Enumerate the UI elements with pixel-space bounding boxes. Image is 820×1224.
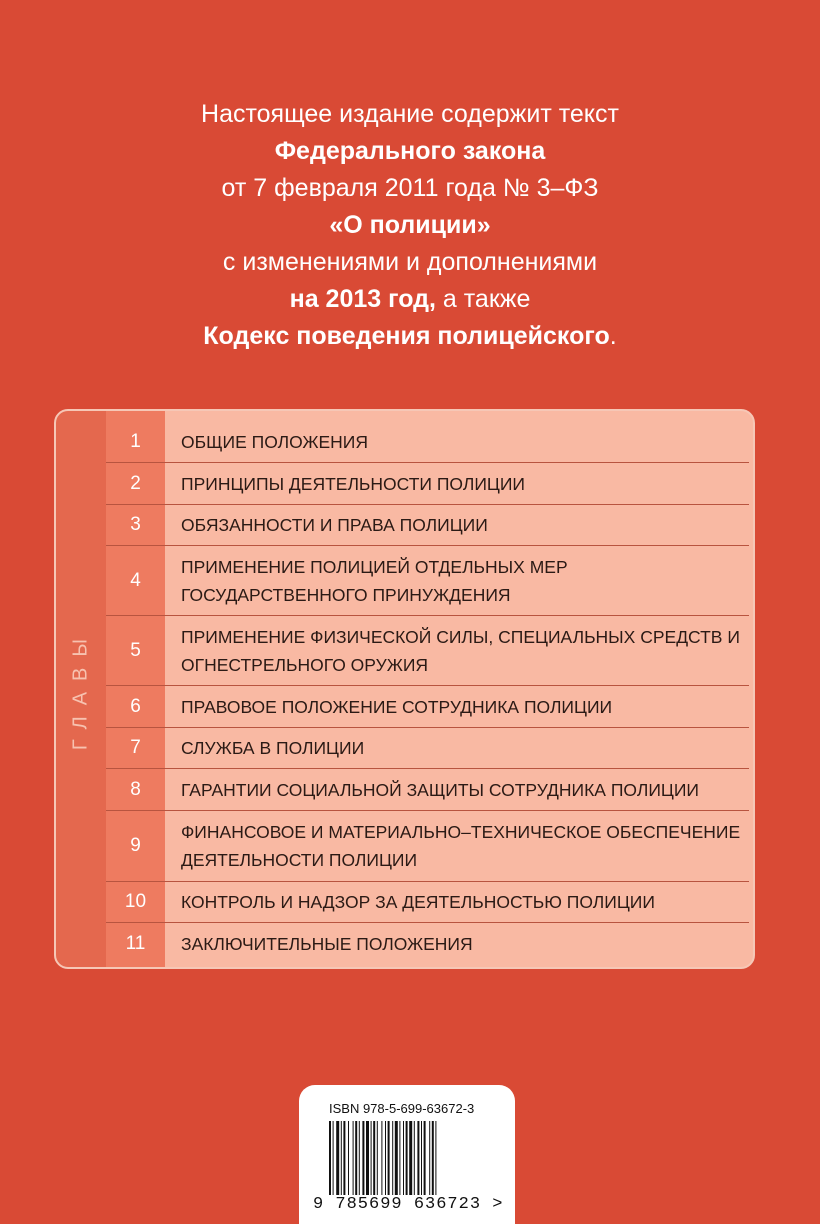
chapter-title: ЗАКЛЮЧИТЕЛЬНЫЕ ПОЛОЖЕНИЯ [181, 933, 473, 954]
barcode-bar [409, 1121, 412, 1195]
chapter-number: 2 [130, 472, 141, 494]
barcode-bar [399, 1121, 400, 1195]
barcode-bar [377, 1121, 378, 1195]
barcode-bar [435, 1121, 436, 1195]
barcode-bar [343, 1121, 345, 1195]
chapter-number: 1 [130, 430, 141, 452]
chapter-number: 3 [130, 514, 141, 535]
chapter-number: 7 [130, 737, 141, 758]
intro-line: Настоящее издание содержит текст [201, 100, 619, 128]
chapter-row [106, 728, 749, 769]
chapter-title: ПРИМЕНЕНИЕ ФИЗИЧЕСКОЙ СИЛЫ, СПЕЦИАЛЬНЫХ СРЕДСТВ И ОГНЕСТРЕЛЬНОГО ОРУЖИЯ [181, 626, 740, 675]
barcode-bar [353, 1121, 354, 1195]
isbn-panel [299, 1085, 515, 1224]
chapters-label: ГЛАВЫ [69, 627, 92, 751]
chapter-title: ГАРАНТИИ СОЦИАЛЬНОЙ ЗАЩИТЫ СОТРУДНИКА ПОЛИЦИИ [181, 779, 700, 800]
intro-date: от 7 февраля 2011 года № 3–ФЗ [221, 174, 599, 202]
chapter-row [106, 686, 749, 728]
barcode-bar [371, 1121, 372, 1195]
chapter-row [106, 463, 749, 505]
chapter-title: ФИНАНСОВОЕ И МАТЕРИАЛЬНО–ТЕХНИЧЕСКОЕ ОБЕСПЕЧЕНИЕ ДЕЯТЕЛЬНОСТИ ПОЛИЦИИ [181, 822, 741, 870]
chapter-title: КОНТРОЛЬ И НАДЗОР ЗА ДЕЯТЕЛЬНОСТЬЮ ПОЛИЦИИ [181, 892, 655, 912]
chapter-number: 10 [124, 891, 147, 912]
barcode-bar [388, 1121, 390, 1195]
barcode-bar [414, 1121, 415, 1195]
chapter-number: 5 [130, 639, 141, 661]
barcode-bar [348, 1121, 349, 1195]
chapter-row [106, 421, 749, 463]
chapter-title: ПРИНЦИПЫ ДЕЯТЕЛЬНОСТИ ПОЛИЦИИ [181, 473, 526, 494]
barcode-bar [362, 1121, 364, 1195]
chapter-title: ОБЯЗАННОСТИ И ПРАВА ПОЛИЦИИ [181, 515, 488, 535]
chapter-number: 6 [130, 695, 141, 717]
chapter-row [106, 505, 749, 546]
barcode [329, 1121, 497, 1195]
barcode-bar [366, 1121, 369, 1195]
barcode-bar [385, 1121, 386, 1195]
chapter-row [106, 616, 749, 686]
chapter-row [106, 811, 749, 882]
chapters-table [54, 409, 755, 969]
chapter-row [106, 923, 749, 964]
barcode-bar [329, 1121, 331, 1195]
chapter-number: 8 [130, 778, 141, 800]
chapter-title: ПРАВОВОЕ ПОЛОЖЕНИЕ СОТРУДНИКА ПОЛИЦИИ [181, 696, 613, 717]
chapter-number: 4 [130, 569, 141, 591]
barcode-bar [403, 1121, 404, 1195]
intro-year: на 2013 год, а также [289, 285, 531, 313]
barcode-bar [417, 1121, 419, 1195]
intro-line: с изменениями и дополнениями [222, 248, 598, 276]
chapter-row [106, 769, 749, 811]
barcode-bar [429, 1121, 430, 1195]
chapter-number: 9 [130, 835, 141, 856]
barcode-bar [336, 1121, 339, 1195]
barcode-bar [432, 1121, 434, 1195]
intro-law-title: «О полиции» [329, 211, 491, 239]
barcode-bar [341, 1121, 342, 1195]
chapter-list [106, 421, 749, 964]
chapter-row [106, 546, 749, 616]
chapter-title: СЛУЖБА В ПОЛИЦИИ [181, 738, 365, 758]
barcode-bar [373, 1121, 375, 1195]
barcode-bar [406, 1121, 408, 1195]
intro-law-heading: Федерального закона [274, 137, 546, 165]
barcode-bar [381, 1121, 382, 1195]
barcode-bar [359, 1121, 360, 1195]
barcode-bar [421, 1121, 422, 1195]
chapter-title: ОБЩИЕ ПОЛОЖЕНИЯ [181, 431, 369, 452]
side-strip [56, 411, 106, 967]
barcode-bar [392, 1121, 393, 1195]
isbn-label: ISBN 978-5-699-63672-3 [329, 1101, 475, 1116]
chapter-row [106, 882, 749, 923]
intro-code: Кодекс поведения полицейского. [203, 322, 617, 350]
isbn-digits: 9 785699 636723 > [313, 1195, 504, 1214]
barcode-bar [333, 1121, 334, 1195]
chapter-title: ПРИМЕНЕНИЕ ПОЛИЦИЕЙ ОТДЕЛЬНЫХ МЕР ГОСУДАРСТВЕННОГО ПРИНУЖДЕНИЯ [181, 556, 568, 605]
chapter-number: 11 [125, 932, 146, 954]
barcode-bar [395, 1121, 398, 1195]
intro-text [60, 96, 760, 355]
barcode-bar [355, 1121, 357, 1195]
barcode-bar [424, 1121, 426, 1195]
